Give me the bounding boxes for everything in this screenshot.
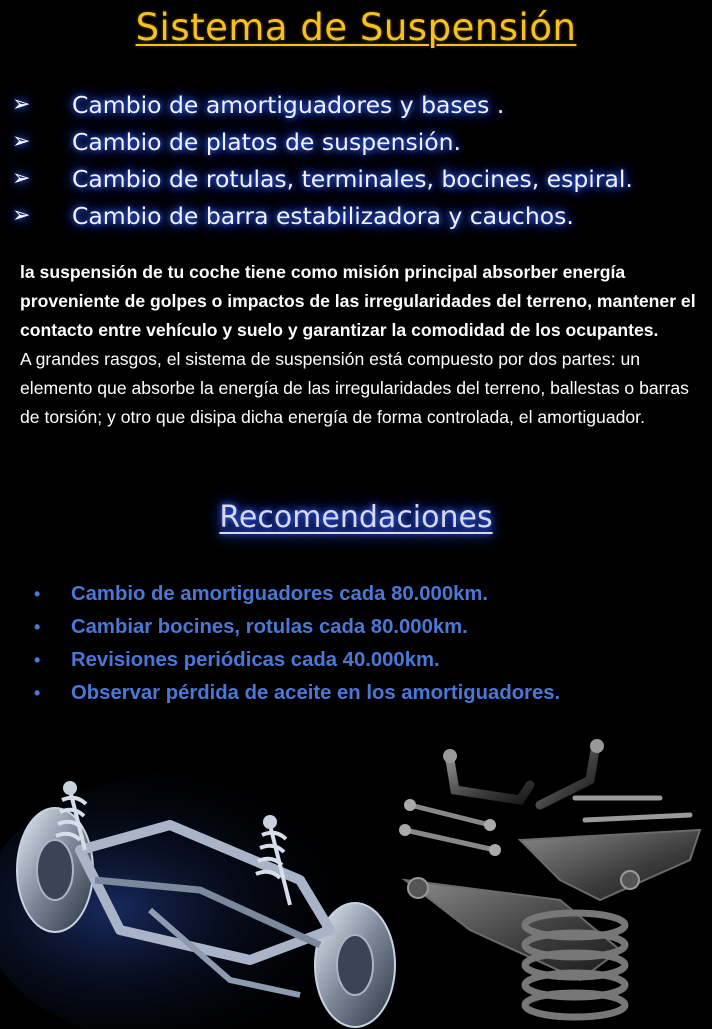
description [20,258,700,432]
description-bold: la suspensión de tu coche tiene como misión principal absorber energía proveniente de golpes o impactos de las irregularidades del terreno, mantener el contacto entre vehículo y suelo y garantizar la comodidad de los ocupantes. [20,262,696,340]
recommendation-text: Cambiar bocines, rotulas cada 80.000km. [71,616,468,638]
page-title [0,6,712,49]
suspension-parts-image [399,739,700,1017]
recommendations-title [0,500,712,535]
service-text: Cambio de rotulas, terminales, bocines, espiral. [72,164,633,193]
service-item [8,123,708,160]
services-list [8,86,708,234]
recommendation-item [34,644,704,677]
recommendations-title-text: Recomendaciones [219,500,493,535]
suspension-assembly-image [0,770,420,1029]
service-text: Cambio de platos de suspensión. [72,127,462,156]
title-text: Sistema de Suspensión [135,6,577,49]
recommendations-list [34,578,704,710]
service-text: Cambio de amortiguadores y bases . [72,90,505,119]
service-item [8,197,708,234]
bullet-icon: • [34,617,41,637]
bullet-icon: • [34,584,41,604]
arrow-bullet-icon: ➢ [12,129,31,154]
suspension-illustrations [0,730,712,1029]
recommendation-item [34,578,704,611]
arrow-bullet-icon: ➢ [12,166,31,191]
service-item [8,160,708,197]
recommendation-text: Cambio de amortiguadores cada 80.000km. [71,583,489,605]
recommendation-item [34,611,704,644]
bullet-icon: • [34,650,41,670]
recommendation-item [34,677,704,710]
arrow-bullet-icon: ➢ [12,203,31,228]
recommendation-text: Revisiones periódicas cada 40.000km. [71,649,440,671]
service-item [8,86,708,123]
suspension-art-svg [0,730,712,1029]
arrow-bullet-icon: ➢ [12,92,31,117]
bullet-icon: • [34,683,41,703]
recommendation-text: Observar pérdida de aceite en los amortiguadores. [71,682,561,704]
service-text: Cambio de barra estabilizadora y cauchos. [72,201,574,230]
description-normal: A grandes rasgos, el sistema de suspensión está compuesto por dos partes: un elemento que absorbe la energía de las irregularidades del terreno, ballestas o barras de torsión; y otro que disipa dicha energía de forma controlada, el amortiguador. [20,349,689,427]
